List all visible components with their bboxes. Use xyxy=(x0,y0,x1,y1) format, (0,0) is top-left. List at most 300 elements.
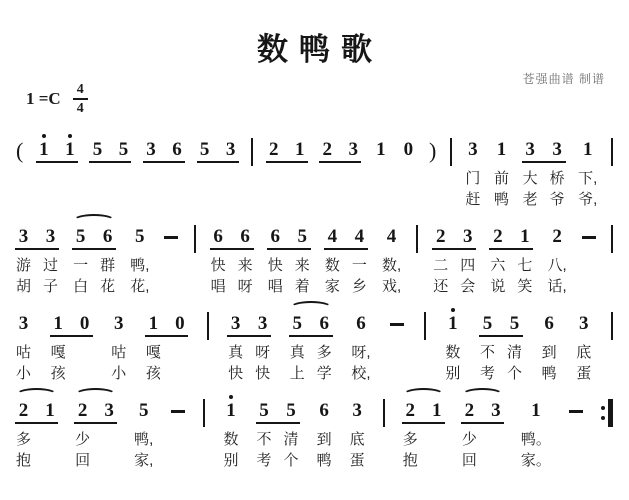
beam-underline xyxy=(89,161,131,163)
beamed-notes xyxy=(268,220,310,297)
note-digit: 1 xyxy=(520,225,530,247)
slur-arc xyxy=(73,214,115,227)
note xyxy=(351,307,370,384)
lyric-line2: 呀 xyxy=(237,277,253,295)
beamed-group xyxy=(257,394,299,471)
lyric-line1: 真 xyxy=(228,343,244,361)
note-digit: 1 xyxy=(448,312,458,334)
score-line xyxy=(16,220,613,297)
symbol xyxy=(383,394,385,427)
lyric-line1: 鸭, xyxy=(130,256,150,274)
note xyxy=(223,394,238,471)
lyric-line1: 不 xyxy=(256,430,272,448)
lyric-line1: 游 xyxy=(16,256,32,274)
note xyxy=(16,394,31,471)
single-note xyxy=(445,307,460,384)
beamed-group xyxy=(523,133,565,210)
single-note xyxy=(134,394,153,471)
beamed-notes xyxy=(480,307,522,384)
beamed-group xyxy=(73,220,115,297)
lyric-line1: 桥 xyxy=(549,169,565,187)
note xyxy=(465,133,480,210)
beamed-notes xyxy=(37,133,77,210)
single-note xyxy=(401,133,415,210)
lyric-line1: 数 xyxy=(324,256,340,274)
lyric-line2: 戏, xyxy=(381,277,402,295)
beamed-group xyxy=(198,133,238,210)
lyric-line1: 快 xyxy=(267,256,283,274)
beam-underline xyxy=(15,248,59,250)
note-digit: 1 xyxy=(496,138,507,160)
lyric-line2: 快 xyxy=(255,364,271,382)
lyric-line2: 别 xyxy=(223,451,239,469)
beamed-group xyxy=(403,394,444,471)
note xyxy=(51,307,66,384)
beamed-group xyxy=(211,220,253,297)
single-note xyxy=(494,133,509,210)
note xyxy=(146,307,161,384)
beam-underline xyxy=(74,422,117,424)
note xyxy=(63,133,77,210)
lyric-line2: 鸭 xyxy=(541,364,557,382)
single-note xyxy=(521,394,551,471)
symbol xyxy=(611,307,613,340)
note xyxy=(494,133,509,210)
lyric-line1: 呀, xyxy=(351,343,371,361)
lyric-line2: 花, xyxy=(130,277,150,295)
note-digit: 0 xyxy=(175,312,185,334)
lyric-line2: 考 xyxy=(256,451,272,469)
beam-underline xyxy=(210,248,254,250)
note xyxy=(507,307,522,384)
note xyxy=(295,220,310,297)
lyric-line1: 到 xyxy=(316,430,332,448)
lyric-line2: 孩 xyxy=(145,364,161,382)
symbol xyxy=(203,394,205,427)
lyric-line2: 蛋 xyxy=(576,364,592,382)
score xyxy=(0,117,629,471)
lyric-line1: 嘎 xyxy=(50,343,66,361)
beamed-notes xyxy=(198,133,238,210)
note-digit: 5 xyxy=(297,225,307,247)
symbol xyxy=(194,220,196,253)
note xyxy=(346,133,360,210)
duration-dash xyxy=(171,410,185,413)
note-digit: 3 xyxy=(230,312,241,334)
barline xyxy=(424,312,426,340)
lyric-line2: 回 xyxy=(461,451,477,469)
lyric-line1: 咕 xyxy=(16,343,32,361)
slur-arc xyxy=(16,388,57,401)
symbol xyxy=(601,394,613,427)
note-digit: 0 xyxy=(79,312,90,334)
note-digit: 3 xyxy=(225,138,236,160)
lyric-line2: 笑 xyxy=(517,277,533,295)
note-digit: 5 xyxy=(138,399,149,421)
lyric-line2: 乡 xyxy=(351,277,367,295)
beamed-notes xyxy=(320,133,360,210)
lyric-line1: 门 xyxy=(465,169,481,187)
score-line xyxy=(16,133,613,210)
lyric-line1: 来 xyxy=(294,256,310,274)
score-line xyxy=(16,394,613,471)
octave-dot xyxy=(451,308,455,312)
note-digit: 3 xyxy=(463,225,473,247)
lyric-line1: 底 xyxy=(349,430,365,448)
beam-underline xyxy=(197,161,239,163)
single-note xyxy=(542,307,557,384)
beamed-group xyxy=(37,133,77,210)
note-digit: 3 xyxy=(18,312,29,334)
beam-underline xyxy=(289,335,333,337)
note-digit: 5 xyxy=(75,225,86,247)
single-note xyxy=(350,394,365,471)
beamed-notes xyxy=(257,394,299,471)
note-digit: 1 xyxy=(294,138,305,160)
lyric-line2: 唱 xyxy=(210,277,226,295)
lyric-line2: 白 xyxy=(73,277,89,295)
beamed-group xyxy=(75,394,116,471)
beam-underline xyxy=(479,335,523,337)
beamed-group xyxy=(433,220,475,297)
lyric-line1: 清 xyxy=(283,430,299,448)
barline xyxy=(383,399,385,427)
lyric-line1: 快 xyxy=(210,256,226,274)
lyric-line1: 数 xyxy=(223,430,239,448)
lyric-line2: 家, xyxy=(134,451,154,469)
duration-dash xyxy=(569,410,583,413)
lyric-line2: 子 xyxy=(43,277,59,295)
note xyxy=(90,133,104,210)
beamed-notes xyxy=(523,133,565,210)
slur-arc xyxy=(75,388,116,401)
note-digit: 3 xyxy=(114,312,124,334)
beamed-group xyxy=(320,133,360,210)
note-digit: 6 xyxy=(319,312,330,334)
note xyxy=(403,394,418,471)
note xyxy=(460,220,475,297)
lyric-line1: 八, xyxy=(547,256,567,274)
note-digit: 6 xyxy=(270,225,280,247)
beamed-notes xyxy=(290,307,332,384)
symbol xyxy=(424,307,426,340)
page-title: 数鸭歌 xyxy=(257,32,383,67)
note-digit: 2 xyxy=(464,399,475,421)
beamed-group xyxy=(462,394,503,471)
time-signature xyxy=(73,82,88,117)
barline xyxy=(611,312,613,340)
beam-underline xyxy=(145,335,188,337)
note xyxy=(489,394,503,471)
barline xyxy=(416,225,418,253)
note-digit: 5 xyxy=(118,138,129,160)
lyric-line2: 着 xyxy=(294,277,310,295)
note-digit: 3 xyxy=(104,399,114,421)
note-digit: 5 xyxy=(92,138,103,160)
open-paren: ( xyxy=(16,137,24,163)
note-digit: 5 xyxy=(482,312,493,334)
lyric-line2: 学 xyxy=(316,364,332,382)
lyric-line2: 鸭 xyxy=(316,451,332,469)
symbol xyxy=(390,307,404,326)
note xyxy=(198,133,212,210)
single-note xyxy=(465,133,480,210)
barline xyxy=(203,399,205,427)
lyric-line1: 多 xyxy=(402,430,418,448)
note xyxy=(490,220,505,297)
final-thick-bar xyxy=(608,399,613,427)
beamed-group xyxy=(290,307,332,384)
beam-underline xyxy=(324,248,368,250)
note-digit: 4 xyxy=(354,225,365,247)
lyric-line1: 下, xyxy=(578,169,598,187)
beamed-notes xyxy=(267,133,307,210)
note xyxy=(37,133,51,210)
lyric-line1: 一 xyxy=(73,256,89,274)
note xyxy=(130,220,149,297)
single-note xyxy=(351,307,370,384)
beam-underline xyxy=(256,422,300,424)
lyric-line1: 少 xyxy=(75,430,91,448)
lyric-line2: 蛋 xyxy=(349,451,365,469)
lyric-line2: 老 xyxy=(522,190,538,208)
beam-underline xyxy=(36,161,78,163)
note-digit: 1 xyxy=(65,138,75,160)
beamed-notes xyxy=(403,394,444,471)
beam-underline xyxy=(522,161,566,163)
note-digit: 5 xyxy=(509,312,520,334)
note xyxy=(320,133,334,210)
beam-underline xyxy=(319,161,361,163)
beam-underline xyxy=(72,248,116,250)
note-digit: 5 xyxy=(286,399,296,421)
note-digit: 2 xyxy=(18,399,29,421)
barline xyxy=(251,138,253,166)
lyric-line2: 小 xyxy=(111,364,127,382)
note xyxy=(102,394,116,471)
beamed-notes xyxy=(16,394,57,471)
beamed-notes xyxy=(75,394,116,471)
lyric-line1: 大 xyxy=(522,169,538,187)
lyric-line2: 个 xyxy=(507,364,523,382)
lyric-line2: 小 xyxy=(16,364,32,382)
single-note xyxy=(16,307,31,384)
single-note xyxy=(130,220,149,297)
beam-underline xyxy=(489,248,533,250)
beamed-group xyxy=(16,394,57,471)
single-note xyxy=(317,394,332,471)
lyric-line1: 咕 xyxy=(111,343,127,361)
lyric-line2: 上 xyxy=(289,364,305,382)
note xyxy=(317,307,332,384)
beam-underline xyxy=(402,422,445,424)
lyric-line1: 鸭, xyxy=(134,430,154,448)
symbol xyxy=(251,133,253,166)
beamed-notes xyxy=(433,220,475,297)
single-note xyxy=(223,394,238,471)
lyric-line1: 少 xyxy=(461,430,477,448)
beamed-group xyxy=(490,220,532,297)
note-digit: 3 xyxy=(525,138,535,160)
note-digit: 3 xyxy=(579,312,589,334)
note xyxy=(16,220,31,297)
note-digit: 5 xyxy=(135,225,145,247)
note xyxy=(352,220,367,297)
symbol xyxy=(429,133,436,164)
beamed-notes xyxy=(73,220,115,297)
repeat-end-barline xyxy=(601,399,613,427)
time-signature-denominator: 4 xyxy=(76,101,84,117)
note-digit: 1 xyxy=(531,399,541,421)
lyric-line2: 回 xyxy=(75,451,91,469)
note-digit: 6 xyxy=(544,312,554,334)
lyric-line2: 还 xyxy=(433,277,449,295)
octave-dot xyxy=(229,395,233,399)
key-label: 1 =C xyxy=(26,89,61,109)
note-digit: 3 xyxy=(18,225,29,247)
note xyxy=(116,133,130,210)
lyric-line2: 爷 xyxy=(549,190,565,208)
single-note xyxy=(578,133,597,210)
lyric-line1: 不 xyxy=(480,343,496,361)
note-digit: 3 xyxy=(552,138,562,160)
note-digit: 0 xyxy=(403,138,414,160)
beam-underline xyxy=(15,422,58,424)
slur-arc xyxy=(403,388,444,401)
barline xyxy=(611,225,613,253)
lyric-line2: 花 xyxy=(100,277,116,295)
lyric-line1: 二 xyxy=(433,256,449,274)
note xyxy=(284,394,299,471)
note xyxy=(517,220,532,297)
lyric-line2: 赶 xyxy=(465,190,481,208)
lyric-line2: 话, xyxy=(547,277,567,295)
note-digit: 3 xyxy=(257,312,268,334)
slur-arc xyxy=(462,388,503,401)
lyric-line2: 考 xyxy=(480,364,496,382)
note-digit: 6 xyxy=(356,312,366,334)
beamed-notes xyxy=(490,220,532,297)
lyric-line2: 校, xyxy=(351,364,371,382)
beam-underline xyxy=(266,161,308,163)
lyric-line1: 数 xyxy=(445,343,461,361)
score-line xyxy=(16,307,613,384)
beamed-notes xyxy=(325,220,367,297)
note xyxy=(268,220,283,297)
note-digit: 5 xyxy=(199,138,210,160)
note-digit: 3 xyxy=(468,138,478,160)
note-digit: 1 xyxy=(376,138,386,160)
symbol xyxy=(207,307,209,340)
duration-dash xyxy=(164,236,178,239)
lyric-line1: 数, xyxy=(381,256,402,274)
note xyxy=(255,307,270,384)
lyric-line1: 四 xyxy=(460,256,476,274)
note xyxy=(111,307,126,384)
note xyxy=(267,133,281,210)
note-digit: 2 xyxy=(493,225,503,247)
barline xyxy=(207,312,209,340)
symbol xyxy=(450,133,452,166)
lyric-line1: 过 xyxy=(43,256,59,274)
single-note xyxy=(374,133,388,210)
beam-underline xyxy=(461,422,504,424)
symbol xyxy=(582,220,596,239)
lyric-line2: 会 xyxy=(460,277,476,295)
note xyxy=(73,220,88,297)
lyric-line2: 爷, xyxy=(578,190,598,208)
lyric-line1: 多 xyxy=(16,430,32,448)
duration-dash xyxy=(390,323,404,326)
lyric-line2: 抱 xyxy=(402,451,418,469)
note-digit: 6 xyxy=(240,225,250,247)
lyric-line2: 孩 xyxy=(50,364,66,382)
note-digit: 4 xyxy=(327,225,338,247)
note xyxy=(430,394,444,471)
single-note xyxy=(548,220,567,297)
note xyxy=(480,307,495,384)
note-digit: 6 xyxy=(319,399,329,421)
repeat-dots xyxy=(601,406,605,420)
note xyxy=(548,220,567,297)
beam-underline xyxy=(227,335,271,337)
time-signature-numerator: 4 xyxy=(73,82,88,100)
note xyxy=(401,133,415,210)
note xyxy=(445,307,460,384)
barline xyxy=(450,138,452,166)
beamed-group xyxy=(90,133,130,210)
credit-text: 苍强曲谱 制谱 xyxy=(522,72,605,86)
beamed-group xyxy=(146,307,187,384)
lyric-line1: 多 xyxy=(316,343,332,361)
note xyxy=(224,133,238,210)
symbol xyxy=(569,394,583,413)
symbol xyxy=(171,394,185,413)
lyric-line2: 胡 xyxy=(16,277,32,295)
beamed-group xyxy=(16,220,58,297)
beamed-notes xyxy=(51,307,92,384)
lyric-line1: 清 xyxy=(507,343,523,361)
note xyxy=(433,220,448,297)
note-digit: 2 xyxy=(436,225,446,247)
note-digit: 2 xyxy=(322,138,333,160)
note-digit: 5 xyxy=(259,399,269,421)
symbol xyxy=(611,220,613,253)
note xyxy=(134,394,153,471)
note xyxy=(238,220,253,297)
note xyxy=(521,394,551,471)
barline xyxy=(194,225,196,253)
note xyxy=(578,133,597,210)
note-digit: 1 xyxy=(148,312,159,334)
lyric-line1: 来 xyxy=(237,256,253,274)
lyric-line2: 快 xyxy=(228,364,244,382)
note xyxy=(170,133,184,210)
beamed-group xyxy=(268,220,310,297)
note xyxy=(100,220,115,297)
single-note xyxy=(111,307,126,384)
note xyxy=(43,220,58,297)
lyric-line2: 家。 xyxy=(520,451,551,469)
duration-dash xyxy=(582,236,596,239)
lyric-line1: 到 xyxy=(541,343,557,361)
note-digit: 1 xyxy=(582,138,593,160)
note xyxy=(374,133,388,210)
note xyxy=(293,133,307,210)
note xyxy=(350,394,365,471)
note xyxy=(211,220,226,297)
note xyxy=(257,394,272,471)
